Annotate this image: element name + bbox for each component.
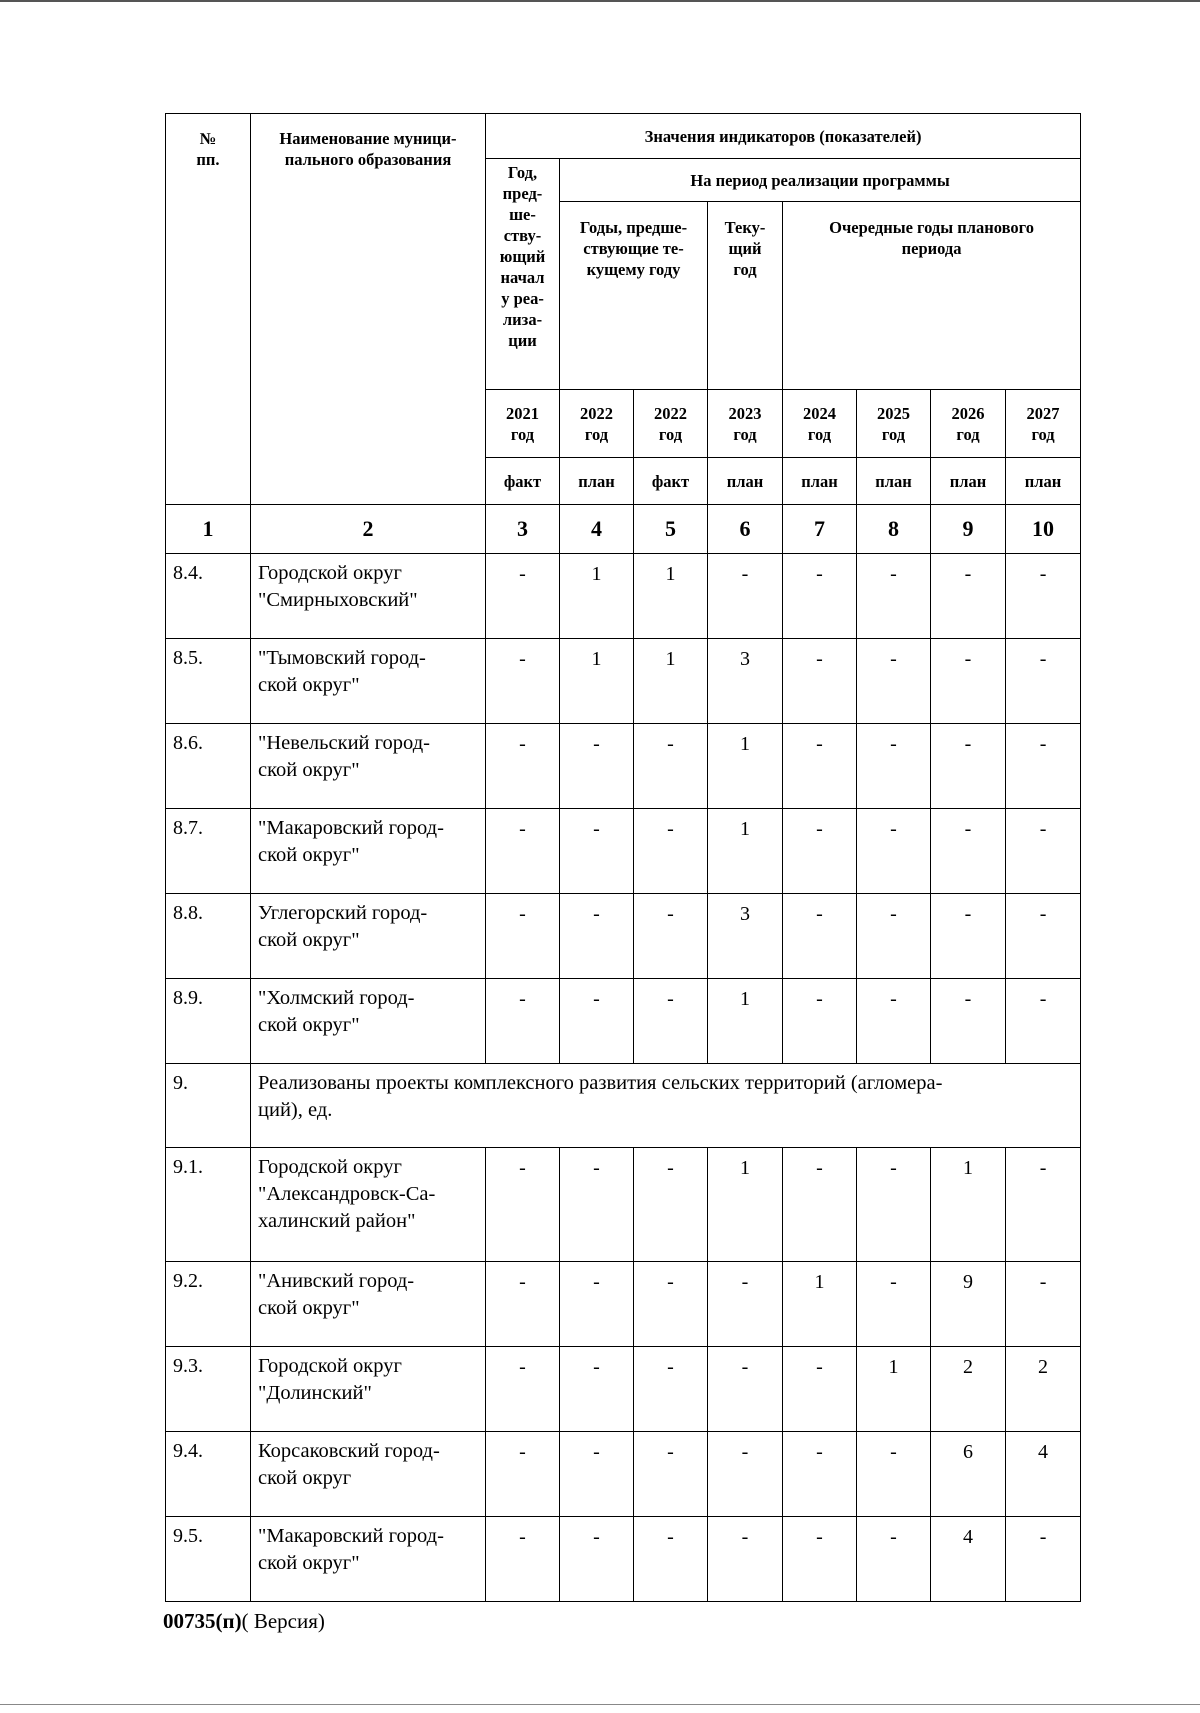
column-number: 9: [931, 505, 1006, 554]
row-value: -: [857, 1148, 931, 1262]
row-value: -: [857, 724, 931, 809]
row-name: "Тымовский город- ской округ": [251, 639, 486, 724]
row-value: 1: [708, 979, 783, 1064]
row-name: Углегорский город- ской округ": [251, 894, 486, 979]
footer-version: ( Версия): [241, 1609, 325, 1633]
row-value: -: [634, 724, 708, 809]
row-value: -: [634, 809, 708, 894]
header-status: план: [857, 458, 931, 505]
column-number: 2: [251, 505, 486, 554]
row-value: -: [857, 979, 931, 1064]
row-code: 8.8.: [166, 894, 251, 979]
header-year: 2026 год: [931, 390, 1006, 458]
row-value: -: [1006, 1517, 1081, 1602]
row-value: -: [486, 724, 560, 809]
header-status: факт: [486, 458, 560, 505]
row-value: 1: [708, 809, 783, 894]
row-value: -: [931, 894, 1006, 979]
row-name: "Макаровский город- ской округ": [251, 1517, 486, 1602]
footer-code: 00735(п): [163, 1609, 242, 1633]
row-value: -: [931, 724, 1006, 809]
row-value: -: [486, 1347, 560, 1432]
row-name: "Анивский город- ской округ": [251, 1262, 486, 1347]
row-value: -: [857, 1262, 931, 1347]
table-row: [166, 894, 1081, 979]
section-row: [166, 1064, 1081, 1148]
row-value: -: [1006, 894, 1081, 979]
column-number: 8: [857, 505, 931, 554]
header-number-col: № пп.: [166, 114, 251, 505]
column-number: 4: [560, 505, 634, 554]
row-value: -: [708, 1517, 783, 1602]
row-value: -: [783, 639, 857, 724]
row-name: "Макаровский город- ской округ": [251, 809, 486, 894]
header-program-period: На период реализации программы: [560, 159, 1081, 202]
table-row: [166, 1347, 1081, 1432]
header-year: 2023 год: [708, 390, 783, 458]
row-value: 1: [634, 639, 708, 724]
table-header: [166, 114, 1081, 554]
scan-bottom-edge: [0, 1704, 1200, 1705]
row-value: -: [931, 554, 1006, 639]
row-value: -: [1006, 1262, 1081, 1347]
row-value: -: [560, 979, 634, 1064]
table-row: [166, 639, 1081, 724]
table-row: [166, 809, 1081, 894]
column-number: 1: [166, 505, 251, 554]
table-row: [166, 1432, 1081, 1517]
row-code: 8.5.: [166, 639, 251, 724]
table-row: [166, 1262, 1081, 1347]
row-value: -: [1006, 979, 1081, 1064]
row-name: "Невельский город- ской округ": [251, 724, 486, 809]
column-number: 7: [783, 505, 857, 554]
row-value: 1: [708, 1148, 783, 1262]
row-value: -: [560, 1347, 634, 1432]
row-value: -: [486, 809, 560, 894]
row-value: -: [783, 1347, 857, 1432]
row-value: -: [857, 1432, 931, 1517]
row-code: 9.2.: [166, 1262, 251, 1347]
row-code: 8.9.: [166, 979, 251, 1064]
section-code: 9.: [166, 1064, 251, 1148]
row-value: -: [634, 1347, 708, 1432]
row-value: -: [560, 809, 634, 894]
row-value: -: [634, 1517, 708, 1602]
header-year: 2027 год: [1006, 390, 1081, 458]
row-value: 4: [1006, 1432, 1081, 1517]
row-value: -: [1006, 554, 1081, 639]
indicator-table: [165, 113, 1081, 1602]
row-name: Корсаковский город- ской округ: [251, 1432, 486, 1517]
row-value: -: [486, 1262, 560, 1347]
row-value: 6: [931, 1432, 1006, 1517]
header-planning-years: Очередные годы планового периода: [783, 202, 1081, 390]
row-value: -: [857, 894, 931, 979]
table-body-section-9-title: [166, 1064, 1081, 1148]
column-number: 5: [634, 505, 708, 554]
row-value: 3: [708, 639, 783, 724]
table-row: [166, 724, 1081, 809]
row-value: -: [783, 554, 857, 639]
row-value: 9: [931, 1262, 1006, 1347]
header-values-group: Значения индикаторов (показателей): [486, 114, 1081, 159]
row-value: -: [560, 1432, 634, 1517]
row-code: 8.6.: [166, 724, 251, 809]
table-row: [166, 554, 1081, 639]
row-value: 1: [560, 639, 634, 724]
row-value: -: [486, 1517, 560, 1602]
header-year: 2021 год: [486, 390, 560, 458]
header-year: 2022 год: [634, 390, 708, 458]
header-years-before: Годы, предше- ствующие те- кущему году: [560, 202, 708, 390]
row-value: 2: [1006, 1347, 1081, 1432]
header-status: план: [560, 458, 634, 505]
row-value: -: [783, 894, 857, 979]
row-value: -: [783, 809, 857, 894]
scan-top-edge: [0, 0, 1200, 2]
header-status: факт: [634, 458, 708, 505]
table-body-section-8: [166, 554, 1081, 1064]
row-value: -: [560, 724, 634, 809]
column-number-row: [166, 505, 1081, 554]
row-name: Городской округ "Долинский": [251, 1347, 486, 1432]
row-value: -: [560, 1517, 634, 1602]
row-value: 1: [708, 724, 783, 809]
row-value: -: [783, 724, 857, 809]
row-value: -: [634, 979, 708, 1064]
row-value: 1: [857, 1347, 931, 1432]
row-value: -: [486, 1148, 560, 1262]
row-value: -: [634, 1432, 708, 1517]
header-year: 2022 год: [560, 390, 634, 458]
table-row: [166, 1517, 1081, 1602]
column-number: 6: [708, 505, 783, 554]
row-value: 3: [708, 894, 783, 979]
row-name: "Холмский город- ской округ": [251, 979, 486, 1064]
row-value: -: [931, 809, 1006, 894]
header-current-year: Теку- щий год: [708, 202, 783, 390]
row-value: -: [486, 979, 560, 1064]
row-value: 1: [783, 1262, 857, 1347]
row-value: -: [560, 894, 634, 979]
row-value: -: [634, 1262, 708, 1347]
row-value: 2: [931, 1347, 1006, 1432]
row-value: -: [783, 1148, 857, 1262]
row-code: 9.3.: [166, 1347, 251, 1432]
row-value: 1: [931, 1148, 1006, 1262]
row-value: -: [708, 1262, 783, 1347]
row-name: Городской округ "Александровск-Са- халинский район": [251, 1148, 486, 1262]
row-value: -: [783, 1432, 857, 1517]
row-value: -: [708, 1432, 783, 1517]
table-body-section-9: [166, 1148, 1081, 1602]
row-value: -: [634, 1148, 708, 1262]
header-prev-year: Год, пред- ше- ству- ющий начал у реа- лиза- ции: [486, 159, 560, 390]
row-value: -: [1006, 1148, 1081, 1262]
row-value: -: [931, 639, 1006, 724]
row-value: -: [486, 894, 560, 979]
row-value: -: [708, 554, 783, 639]
row-value: -: [560, 1262, 634, 1347]
row-value: 1: [634, 554, 708, 639]
row-value: -: [931, 979, 1006, 1064]
column-number: 10: [1006, 505, 1081, 554]
row-name: Городской округ "Смирныховский": [251, 554, 486, 639]
row-code: 9.4.: [166, 1432, 251, 1517]
row-value: 1: [560, 554, 634, 639]
row-value: -: [560, 1148, 634, 1262]
row-code: 9.5.: [166, 1517, 251, 1602]
header-status: план: [931, 458, 1006, 505]
document-footer: [163, 1609, 325, 1634]
row-value: -: [783, 1517, 857, 1602]
row-value: -: [783, 979, 857, 1064]
row-code: 9.1.: [166, 1148, 251, 1262]
row-value: -: [857, 1517, 931, 1602]
row-code: 8.4.: [166, 554, 251, 639]
header-year: 2025 год: [857, 390, 931, 458]
header-name-col: Наименование муници- пального образования: [251, 114, 486, 505]
row-value: -: [634, 894, 708, 979]
row-value: -: [857, 809, 931, 894]
table-row: [166, 979, 1081, 1064]
row-value: -: [486, 1432, 560, 1517]
table-row: [166, 1148, 1081, 1262]
column-number: 3: [486, 505, 560, 554]
row-value: 4: [931, 1517, 1006, 1602]
header-status: план: [783, 458, 857, 505]
row-value: -: [486, 554, 560, 639]
row-value: -: [857, 554, 931, 639]
row-value: -: [857, 639, 931, 724]
header-year: 2024 год: [783, 390, 857, 458]
row-value: -: [1006, 809, 1081, 894]
row-code: 8.7.: [166, 809, 251, 894]
header-status: план: [708, 458, 783, 505]
row-value: -: [1006, 724, 1081, 809]
row-value: -: [1006, 639, 1081, 724]
section-title: Реализованы проекты комплексного развития сельских территорий (агломера- ций), ед.: [251, 1064, 1081, 1148]
header-status: план: [1006, 458, 1081, 505]
row-value: -: [708, 1347, 783, 1432]
row-value: -: [486, 639, 560, 724]
